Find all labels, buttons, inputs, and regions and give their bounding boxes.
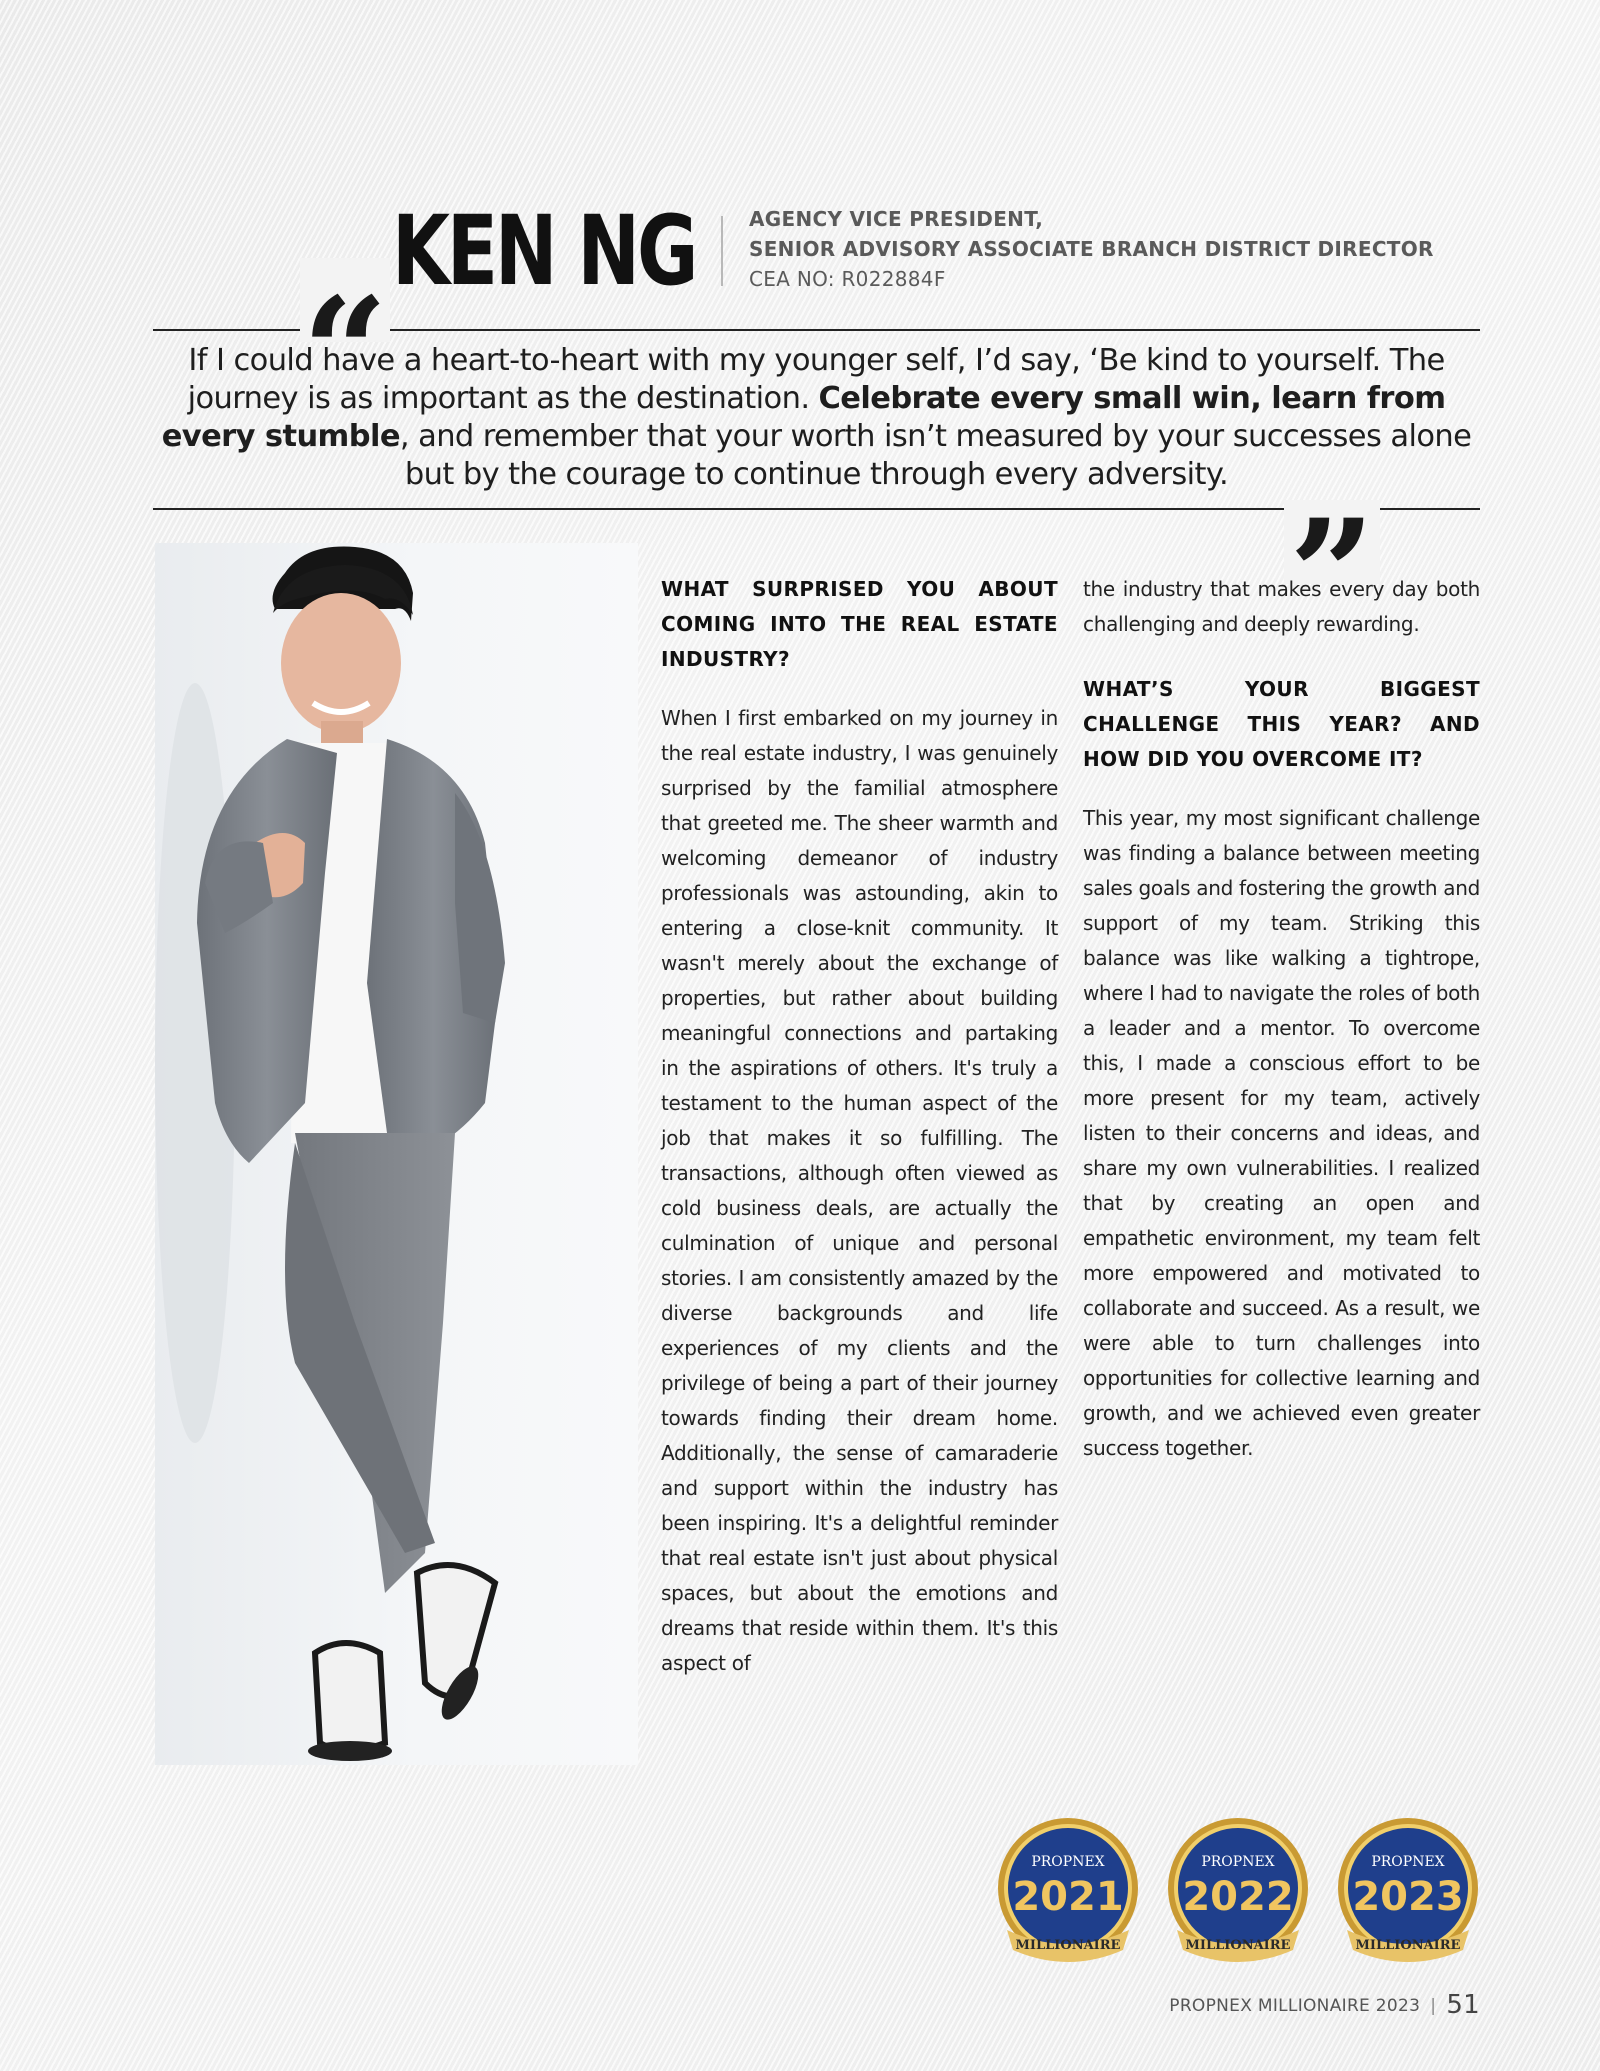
footer-separator: | (1430, 1996, 1437, 2016)
profile-name: KEN NG (392, 195, 696, 307)
cea-number: CEA NO: R022884F (749, 267, 946, 291)
millionaire-badge-2023 (1333, 1818, 1483, 1968)
badge-brand: PROPNEX (1371, 1854, 1445, 1870)
interview-column-left (661, 572, 1058, 1705)
title-divider (721, 216, 723, 286)
pull-quote (153, 342, 1480, 494)
pull-quote-bold: Celebrate every small win, learn from every stumble (161, 381, 1446, 454)
open-quote-icon: “ (300, 258, 390, 342)
badge-label: MILLIONAIRE (1015, 1938, 1121, 1953)
answer-1-continued: the industry that makes every day both challenging and deeply rewarding. (1083, 577, 1480, 636)
badge-year: 2021 (1012, 1874, 1124, 1920)
close-quote-icon: ” (1284, 500, 1380, 584)
question-1: WHAT SURPRISED YOU ABOUT COMING INTO THE REAL ESTATE INDUSTRY? (661, 577, 1058, 671)
badge-label: MILLIONAIRE (1185, 1938, 1291, 1953)
interview-column-right (1083, 572, 1480, 1490)
answer-1: When I first embarked on my journey in the real estate industry, I was genuinely surprised by the familial atmosphere that greeted me. The sheer warmth and welcoming demeanor of industry professionals was astounding, akin to entering a close-knit community. It wasn't merely about the exchange of properties, but rather about building meaningful connections and partaking in the aspirations of others. It's truly a testament to the human aspect of the job that makes it so fulfilling. The transactions, although often viewed as cold business deals, are actually the culmination of unique and personal stories. I am consistently amazed by the diverse backgrounds and life experiences of my clients and the privilege of being a part of their journey towards finding their dream home. Additionally, the sense of camaraderie and support within the industry has been inspiring. It's a delightful reminder that real estate isn't just about physical spaces, but about the emotions and dreams that reside within them. It's this aspect of (661, 706, 1058, 1675)
question-2: WHAT’S YOUR BIGGEST CHALLENGE THIS YEAR? AND HOW DID YOU OVERCOME IT? (1083, 677, 1480, 771)
profile-titles (749, 204, 1434, 294)
footer-publication: PROPNEX MILLIONAIRE 2023 (1169, 1996, 1421, 2016)
pull-quote-part-2: , and remember that your worth isn’t measured by your successes alone but by the courage to continue through every adversity. (399, 419, 1472, 492)
title-line-1: AGENCY VICE PRESIDENT, (749, 207, 1044, 231)
millionaire-badge-2021 (993, 1818, 1143, 1968)
portrait-photo (155, 543, 638, 1765)
page-footer (1169, 1990, 1480, 2020)
page-number: 51 (1446, 1990, 1480, 2020)
quote-bottom-rule (153, 508, 1480, 510)
badge-brand: PROPNEX (1201, 1854, 1275, 1870)
pull-quote-part-1: If I could have a heart-to-heart with my younger self, I’d say, ‘Be kind to yourself. The journey is as important as the destination. (187, 343, 1445, 416)
answer-2: This year, my most significant challenge was finding a balance between meeting sales goals and fostering the growth and support of my team. Striking this balance was like walking a tightrope, where I had to navigate the roles of both a leader and a mentor. To overcome this, I made a conscious effort to be more present for my team, actively listen to their concerns and ideas, and share my own vulnerabilities. I realized that by creating an open and empathetic environment, my team felt more empowered and motivated to collaborate and succeed. As a result, we were able to turn challenges into opportunities for collective learning and growth, and we achieved even greater success together. (1083, 806, 1480, 1460)
badge-brand: PROPNEX (1031, 1854, 1105, 1870)
portrait-figure-icon (155, 543, 638, 1765)
badge-year: 2023 (1352, 1874, 1464, 1920)
millionaire-badge-2022 (1163, 1818, 1313, 1968)
badge-label: MILLIONAIRE (1355, 1938, 1461, 1953)
title-line-2: SENIOR ADVISORY ASSOCIATE BRANCH DISTRICT DIRECTOR (749, 237, 1434, 261)
badge-year: 2022 (1182, 1874, 1294, 1920)
